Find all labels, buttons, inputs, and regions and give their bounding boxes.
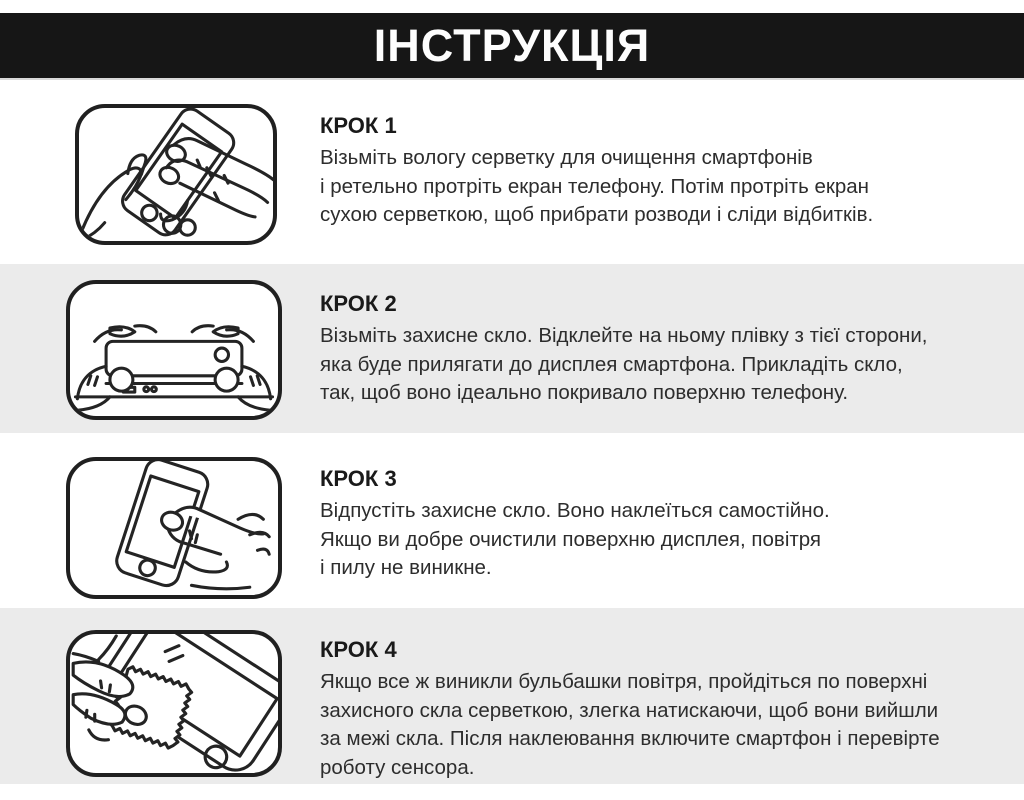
step-line: Відпустіть захисне скло. Воно наклеїться самостійно. xyxy=(320,499,830,522)
step-line: захисного скла серветкою, злегка натискаючи, щоб вони вийшли xyxy=(320,698,939,722)
step-line: так, щоб воно ідеально покривало поверхню телефону. xyxy=(320,381,849,404)
step-line: Візьміть вологу серветку для очищення смартфонів xyxy=(320,146,813,169)
step-heading: КРОК 4 xyxy=(320,637,397,662)
step-text-4 xyxy=(320,637,1000,782)
step-heading: КРОК 2 xyxy=(320,291,397,316)
step-line: за межі скла. Після наклеювання включите смартфон і перевірте xyxy=(320,727,940,750)
step-line: Якщо ви добре очистили поверхню дисплея, повітря xyxy=(320,527,822,551)
placing-glass-illustration xyxy=(70,284,278,416)
header-bar xyxy=(0,13,1024,80)
step-line: Візьміть захисне скло. Відклейте на ньому плівку з тієї сторони, xyxy=(320,324,928,347)
step-text-3 xyxy=(320,466,1000,583)
step-heading: КРОК 3 xyxy=(320,466,397,491)
step-text-2 xyxy=(320,291,1000,408)
step-row-1 xyxy=(0,80,1024,264)
step-line: сухою серветкою, щоб прибрати розводи і сліди відбитків. xyxy=(320,203,874,226)
step-text-1 xyxy=(320,113,1000,230)
step-line: яка буде прилягати до дисплея смартфона. Прикладіть скло, xyxy=(320,352,903,376)
hands-wiping-phone-illustration xyxy=(79,108,273,241)
pressing-glass-illustration xyxy=(70,461,278,595)
step-row-2 xyxy=(0,264,1024,433)
bottom-strip xyxy=(0,784,1024,800)
step-line: роботу сенсора. xyxy=(320,755,475,779)
illustration-box-step-1 xyxy=(75,104,277,245)
smoothing-cloth-illustration xyxy=(70,634,278,773)
step-heading: КРОК 1 xyxy=(320,113,397,138)
illustration-box-step-3 xyxy=(66,457,282,599)
illustration-box-step-2 xyxy=(66,280,282,420)
page-title: ІНСТРУКЦІЯ xyxy=(373,20,651,71)
illustration-box-step-4 xyxy=(66,630,282,777)
step-row-3 xyxy=(0,433,1024,608)
step-line: і пилу не виникне. xyxy=(320,556,492,579)
step-line: Якщо все ж виникли бульбашки повітря, пройдіться по поверхні xyxy=(320,670,928,693)
step-line: і ретельно протріть екран телефону. Потім протріть екран xyxy=(320,174,869,198)
step-row-4 xyxy=(0,608,1024,784)
